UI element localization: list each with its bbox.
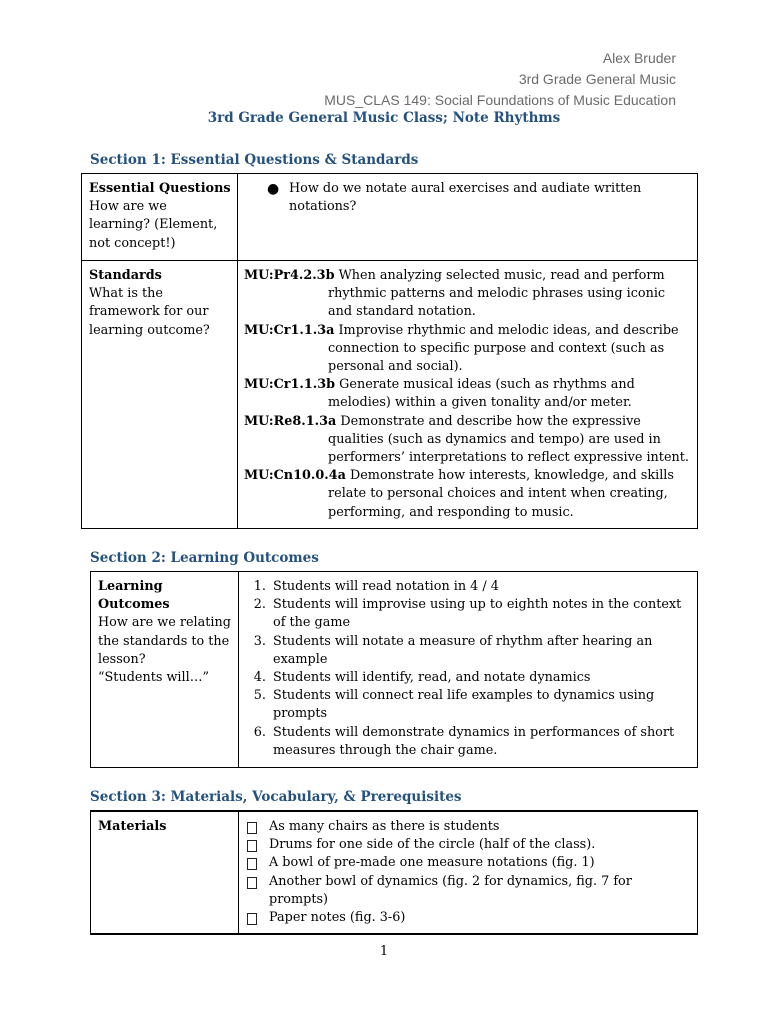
learning-outcomes-content-cell <box>239 572 698 768</box>
standards-label-cell <box>82 261 238 529</box>
materials-label: Materials <box>98 819 167 834</box>
learning-outcomes-list <box>245 578 691 760</box>
materials-row <box>91 811 698 934</box>
standard-text: Improvise rhythmic and melodic ideas, and describe connection to specific purpose and context (such as personal and social). <box>328 322 679 375</box>
material-text: A bowl of pre-made one measure notations (fig. 1) <box>269 855 595 871</box>
standard-code: MU:Cr1.1.3a <box>244 322 335 338</box>
standard-code: MU:Pr4.2.3b <box>244 268 335 283</box>
section1-heading: Section 1: Essential Questions & Standards <box>90 152 419 168</box>
learning-outcome-item: 6. Students will demonstrate dynamics in performances of short measures through the chair game. <box>270 724 691 760</box>
learning-outcomes-label-cell <box>91 572 239 768</box>
essential-questions-label-cell <box>82 174 238 261</box>
learning-outcomes-desc: How are we relating the standards to the lesson? <box>98 615 231 667</box>
standard-item <box>244 413 691 468</box>
material-text: Another bowl of dynamics (fig. 2 for dynamics, fig. 7 for prompts) <box>269 873 632 907</box>
essential-questions-row <box>82 174 698 261</box>
materials-label-cell <box>91 811 239 934</box>
page-number: 1 <box>379 944 389 959</box>
material-item <box>245 854 691 872</box>
author-name: Alex Bruder <box>602 50 676 66</box>
section2-heading: Section 2: Learning Outcomes <box>90 550 319 566</box>
learning-outcomes-row <box>91 572 698 768</box>
standard-code: MU:Cr1.1.3b <box>244 377 336 393</box>
learning-outcomes-label: Learning Outcomes <box>98 579 170 613</box>
checkbox-icon <box>247 858 257 870</box>
section2-table <box>90 571 698 768</box>
standard-code: MU:Cn10.0.4a <box>244 468 346 484</box>
material-item <box>245 909 691 927</box>
materials-list <box>245 818 691 927</box>
essential-questions-label: Essential Questions <box>89 181 231 196</box>
learning-outcome-item: 3. Students will notate a measure of rhythm after hearing an example <box>270 633 691 669</box>
standards-row <box>82 261 698 529</box>
checkbox-icon <box>247 822 257 834</box>
essential-question-text: How do we notate aural exercises and audiate written notations? <box>289 181 642 215</box>
learning-outcomes-quote: “Students will…” <box>98 670 210 686</box>
standard-item <box>244 376 691 412</box>
checkbox-icon <box>247 913 257 925</box>
checkbox-icon <box>247 840 257 852</box>
standard-text: Demonstrate and describe how the expressive qualities (such as dynamics and tempo) are used in performers’ interpretations to reflect expressive intent. <box>328 413 689 466</box>
standard-text: Generate musical ideas (such as rhythms and melodies) within a given tonality and/or meter. <box>328 377 635 411</box>
standards-label: Standards <box>89 268 162 283</box>
standard-item <box>244 322 691 377</box>
section3-table <box>90 810 698 935</box>
material-text: Drums for one side of the circle (half of the class). <box>269 837 596 853</box>
standard-item <box>244 467 691 522</box>
learning-outcome-item: 4. Students will identify, read, and notate dynamics <box>270 669 691 687</box>
material-text: As many chairs as there is students <box>269 819 500 834</box>
material-item <box>245 836 691 854</box>
learning-outcome-item: 2. Students will improvise using up to eighth notes in the context of the game <box>270 596 691 632</box>
course-name: 3rd Grade General Music <box>518 71 676 87</box>
essential-questions-desc: How are we learning? (Element, not concept!) <box>89 199 218 251</box>
learning-outcome-item: 1. Students will read notation in 4 / 4 <box>270 578 691 596</box>
document-title: 3rd Grade General Music Class; Note Rhythms <box>207 110 561 126</box>
checkbox-icon <box>247 877 257 889</box>
essential-questions-content-cell <box>238 174 698 261</box>
material-item <box>245 873 691 909</box>
material-item <box>245 818 691 836</box>
standard-text: When analyzing selected music, read and perform rhythmic patterns and melodic phrases using iconic and standard notation. <box>328 268 666 320</box>
standard-item <box>244 267 691 322</box>
essential-question-item <box>244 180 691 216</box>
material-text: Paper notes (fig. 3-6) <box>269 910 406 926</box>
standards-desc: What is the framework for our learning outcome? <box>89 286 210 338</box>
class-code: MUS_CLAS 149: Social Foundations of Music Education <box>324 92 676 108</box>
standard-code: MU:Re8.1.3a <box>244 413 337 429</box>
learning-outcome-item: 5. Students will connect real life examples to dynamics using prompts <box>270 687 691 723</box>
section3-heading: Section 3: Materials, Vocabulary, & Prerequisites <box>90 789 462 805</box>
essential-questions-list <box>244 180 691 216</box>
materials-content-cell <box>239 811 698 934</box>
section1-table <box>81 173 698 529</box>
standards-list <box>238 261 698 529</box>
bullet-icon: ● <box>267 181 280 197</box>
standard-text: Demonstrate how interests, knowledge, and skills relate to personal choices and intent when creating, performing, and responding to music. <box>328 468 674 520</box>
